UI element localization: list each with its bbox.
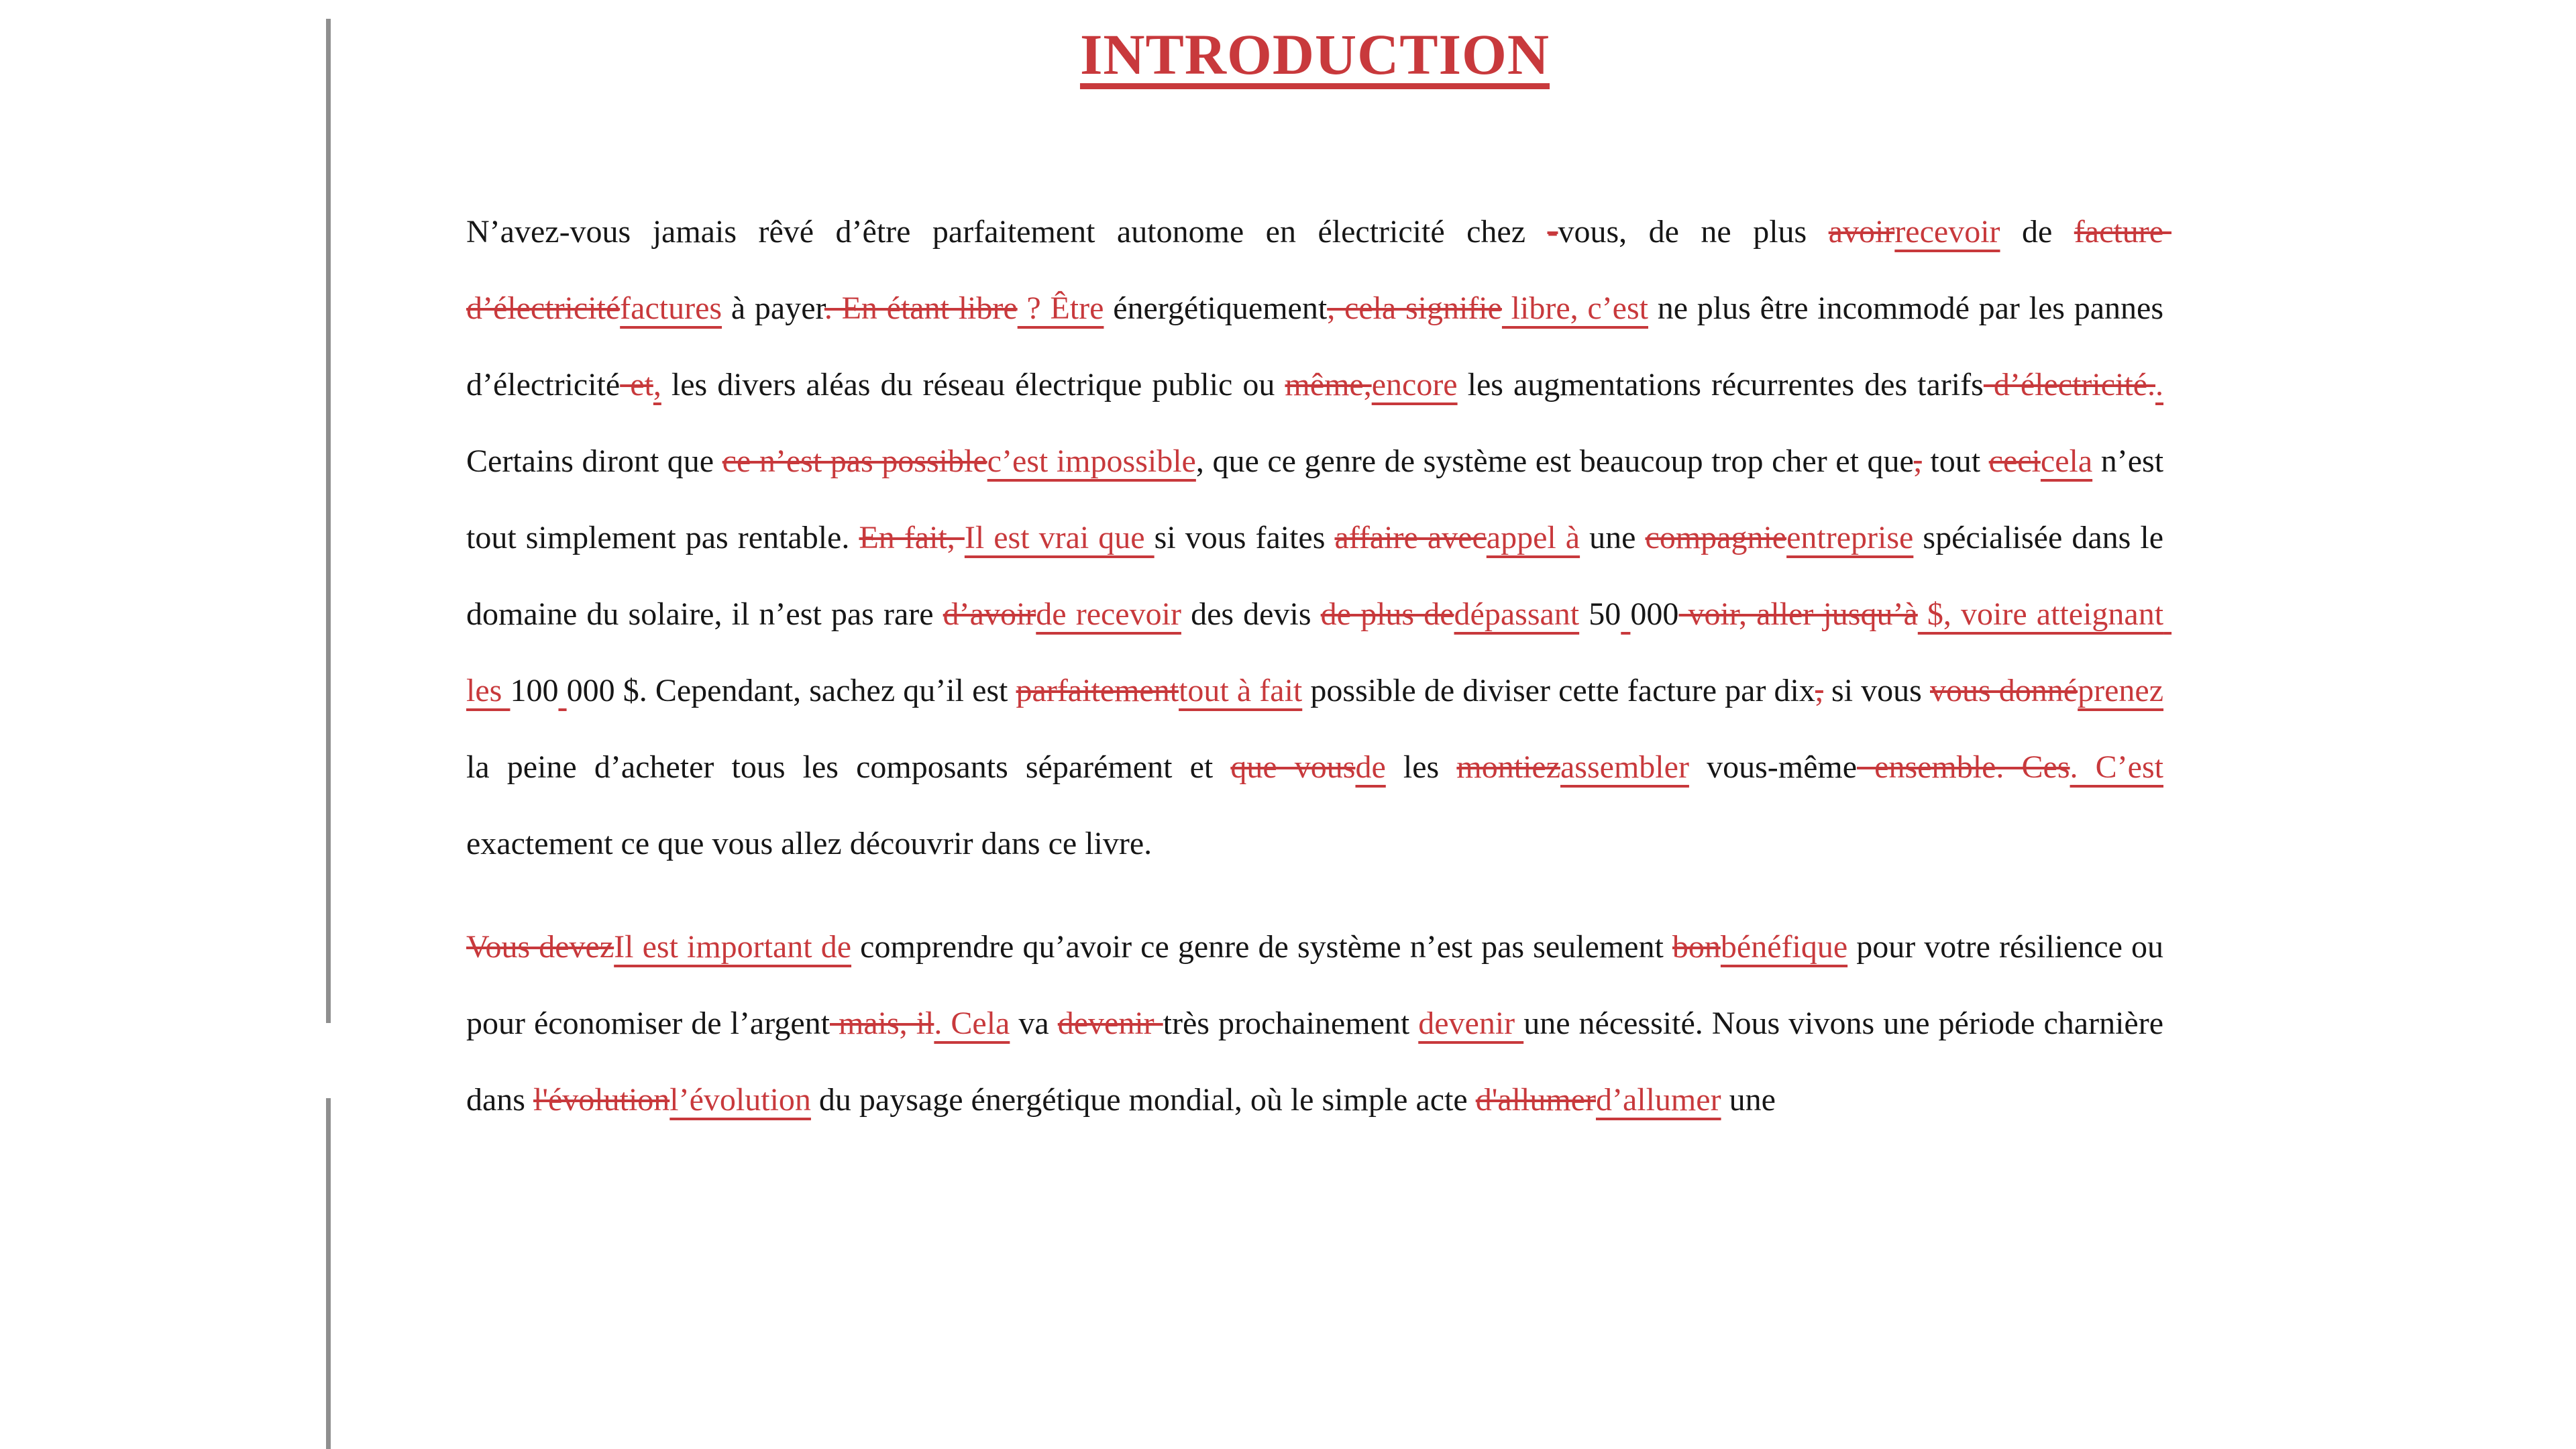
paragraph bbox=[466, 909, 2172, 1138]
deleted-text-run: vous donné bbox=[1930, 673, 2078, 709]
inserted-text-run: l’évolution bbox=[669, 1082, 811, 1118]
document-editing-surface[interactable] bbox=[466, 20, 2172, 1138]
deleted-text-run: de plus de bbox=[1320, 596, 1454, 633]
deleted-text-run: et bbox=[620, 367, 653, 403]
text-run: à payer bbox=[722, 290, 824, 327]
text-run: spécialisée dans le domaine du solaire, il n’est pas rare bbox=[466, 520, 2172, 633]
inserted-text-run: devenir bbox=[1418, 1006, 1524, 1042]
text-run: si vous faites bbox=[1154, 520, 1335, 556]
text-run: du paysage énergétique mondial, où le simple acte bbox=[810, 1082, 1476, 1118]
deleted-text-run: voir, aller jusqu’à bbox=[1678, 596, 1918, 633]
inserted-space-marker bbox=[558, 673, 566, 708]
deleted-text-run: avoir bbox=[1828, 214, 1895, 250]
tracked-changes-bar-paragraph-1 bbox=[326, 19, 331, 1023]
deleted-text-run: que vous bbox=[1230, 749, 1356, 786]
deleted-text-run: ceci bbox=[1988, 443, 2041, 480]
deleted-text-run: ce n’est pas possible bbox=[722, 443, 987, 480]
text-run: 000 bbox=[1630, 596, 1679, 633]
inserted-text-run: c’est impossible bbox=[987, 443, 1196, 480]
deleted-text-run: , bbox=[1815, 673, 1823, 709]
text-run: pour votre résilience ou pour économiser de l’argent bbox=[466, 929, 2172, 1042]
document-body bbox=[466, 194, 2172, 1138]
text-run: des devis bbox=[1181, 596, 1321, 633]
text-run: la peine d’acheter tous les composants séparément et bbox=[466, 673, 2172, 786]
text-run: 50 bbox=[1579, 596, 1621, 633]
text-run: , que ce genre de système est beaucoup trop cher et que bbox=[1195, 443, 1914, 480]
paragraph bbox=[466, 194, 2172, 882]
deleted-text-run: . En étant libre bbox=[824, 290, 1018, 327]
text-run: si vous bbox=[1823, 673, 1930, 709]
text-run: va bbox=[1010, 1006, 1058, 1042]
deleted-text-run: d’électricité. bbox=[1983, 367, 2156, 403]
deleted-text-run: Vous devez bbox=[466, 929, 614, 965]
deleted-text-run: affaire avec bbox=[1334, 520, 1487, 556]
text-run: très prochainement bbox=[1163, 1006, 1419, 1042]
deleted-text-run: montiez bbox=[1456, 749, 1560, 786]
inserted-text-run: prenez bbox=[2078, 673, 2164, 709]
deleted-text-run: même, bbox=[1285, 367, 1372, 403]
inserted-text-run: d’allumer bbox=[1595, 1082, 1721, 1118]
inserted-text-run: $, voire atteignant les bbox=[466, 596, 2172, 709]
inserted-text-run: de bbox=[1355, 749, 1386, 786]
deleted-text-run: d'allumer bbox=[1475, 1082, 1596, 1118]
text-run: une bbox=[1721, 1082, 1776, 1118]
inserted-text-run: cela bbox=[2040, 443, 2093, 480]
text-run: Certains diront que bbox=[466, 367, 2172, 480]
inserted-text-run: libre, c’est bbox=[1501, 290, 1648, 327]
text-run: vous, de ne plus bbox=[1558, 214, 1829, 250]
text-run: comprendre qu’avoir ce genre de système n’est pas seulement bbox=[851, 929, 1672, 965]
inserted-text-run: . Cela bbox=[934, 1006, 1010, 1042]
text-run: n’est tout simplement pas rentable. bbox=[466, 443, 2172, 556]
deleted-text-run: facture d’électricité bbox=[466, 214, 2171, 327]
inserted-text-run: encore bbox=[1371, 367, 1458, 403]
inserted-text-run: bénéfique bbox=[1720, 929, 1848, 965]
text-run: N’avez-vous jamais rêvé d’être parfaitement autonome en électricité chez bbox=[466, 214, 1548, 250]
text-run: 000 $. Cependant, sachez qu’il est bbox=[566, 673, 1016, 709]
inserted-text-run: factures bbox=[620, 290, 722, 327]
deleted-text-run: parfaitement bbox=[1016, 673, 1179, 709]
deleted-text-run: d’avoir bbox=[943, 596, 1036, 633]
deleted-text-run: , cela signifie bbox=[1327, 290, 1502, 327]
text-run: les augmentations récurrentes des tarifs bbox=[1457, 367, 1984, 403]
text-run: ne plus être incommodé par les pannes d’électricité bbox=[466, 290, 2172, 403]
deleted-text-run: En fait, bbox=[859, 520, 965, 556]
inserted-text-run: tout à fait bbox=[1179, 673, 1303, 709]
inserted-text-run: entreprise bbox=[1786, 520, 1914, 556]
text-run: possible de diviser cette facture par dix bbox=[1302, 673, 1815, 709]
deleted-text-run: l'évolution bbox=[533, 1082, 670, 1118]
inserted-text-run: ? Être bbox=[1017, 290, 1104, 327]
text-run: les divers aléas du réseau électrique public ou bbox=[661, 367, 1285, 403]
tracked-changes-bar-paragraph-2 bbox=[326, 1098, 331, 1449]
inserted-space-marker bbox=[1621, 596, 1630, 632]
text-run: exactement ce que vous allez découvrir dans ce livre. bbox=[466, 749, 2171, 862]
inserted-text-run: , bbox=[653, 367, 661, 403]
inserted-text-run: appel à bbox=[1486, 520, 1580, 556]
deleted-text-run: devenir bbox=[1057, 1006, 1163, 1042]
inserted-text-run: . C’est bbox=[2070, 749, 2163, 786]
text-run: une bbox=[1580, 520, 1646, 556]
text-run: 100 bbox=[510, 673, 559, 709]
text-run: une nécessité. Nous vivons une période charnière dans bbox=[466, 1006, 2171, 1118]
inserted-text-run: dépassant bbox=[1454, 596, 1580, 633]
inserted-text-run: Il est important de bbox=[614, 929, 852, 965]
inserted-text-run: assembler bbox=[1560, 749, 1689, 786]
deleted-text-run: bon bbox=[1672, 929, 1721, 965]
document-title: INTRODUCTION bbox=[1079, 22, 1550, 87]
deleted-text-run: - bbox=[1547, 214, 1558, 250]
inserted-text-run: Il est vrai que bbox=[964, 520, 1155, 556]
text-run: de bbox=[2000, 214, 2074, 250]
text-run: vous-même bbox=[1688, 749, 1858, 786]
inserted-text-run: . bbox=[2155, 367, 2164, 403]
inserted-text-run: recevoir bbox=[1894, 214, 2000, 250]
text-run: énergétiquement bbox=[1104, 290, 1328, 327]
deleted-text-run: , bbox=[1913, 443, 1922, 480]
text-run: tout bbox=[1921, 443, 1989, 480]
deleted-text-run: compagnie bbox=[1645, 520, 1787, 556]
inserted-text-run: de recevoir bbox=[1036, 596, 1181, 633]
text-run: les bbox=[1385, 749, 1457, 786]
deleted-text-run: mais, il bbox=[830, 1006, 934, 1042]
deleted-text-run: ensemble. Ces bbox=[1857, 749, 2070, 786]
